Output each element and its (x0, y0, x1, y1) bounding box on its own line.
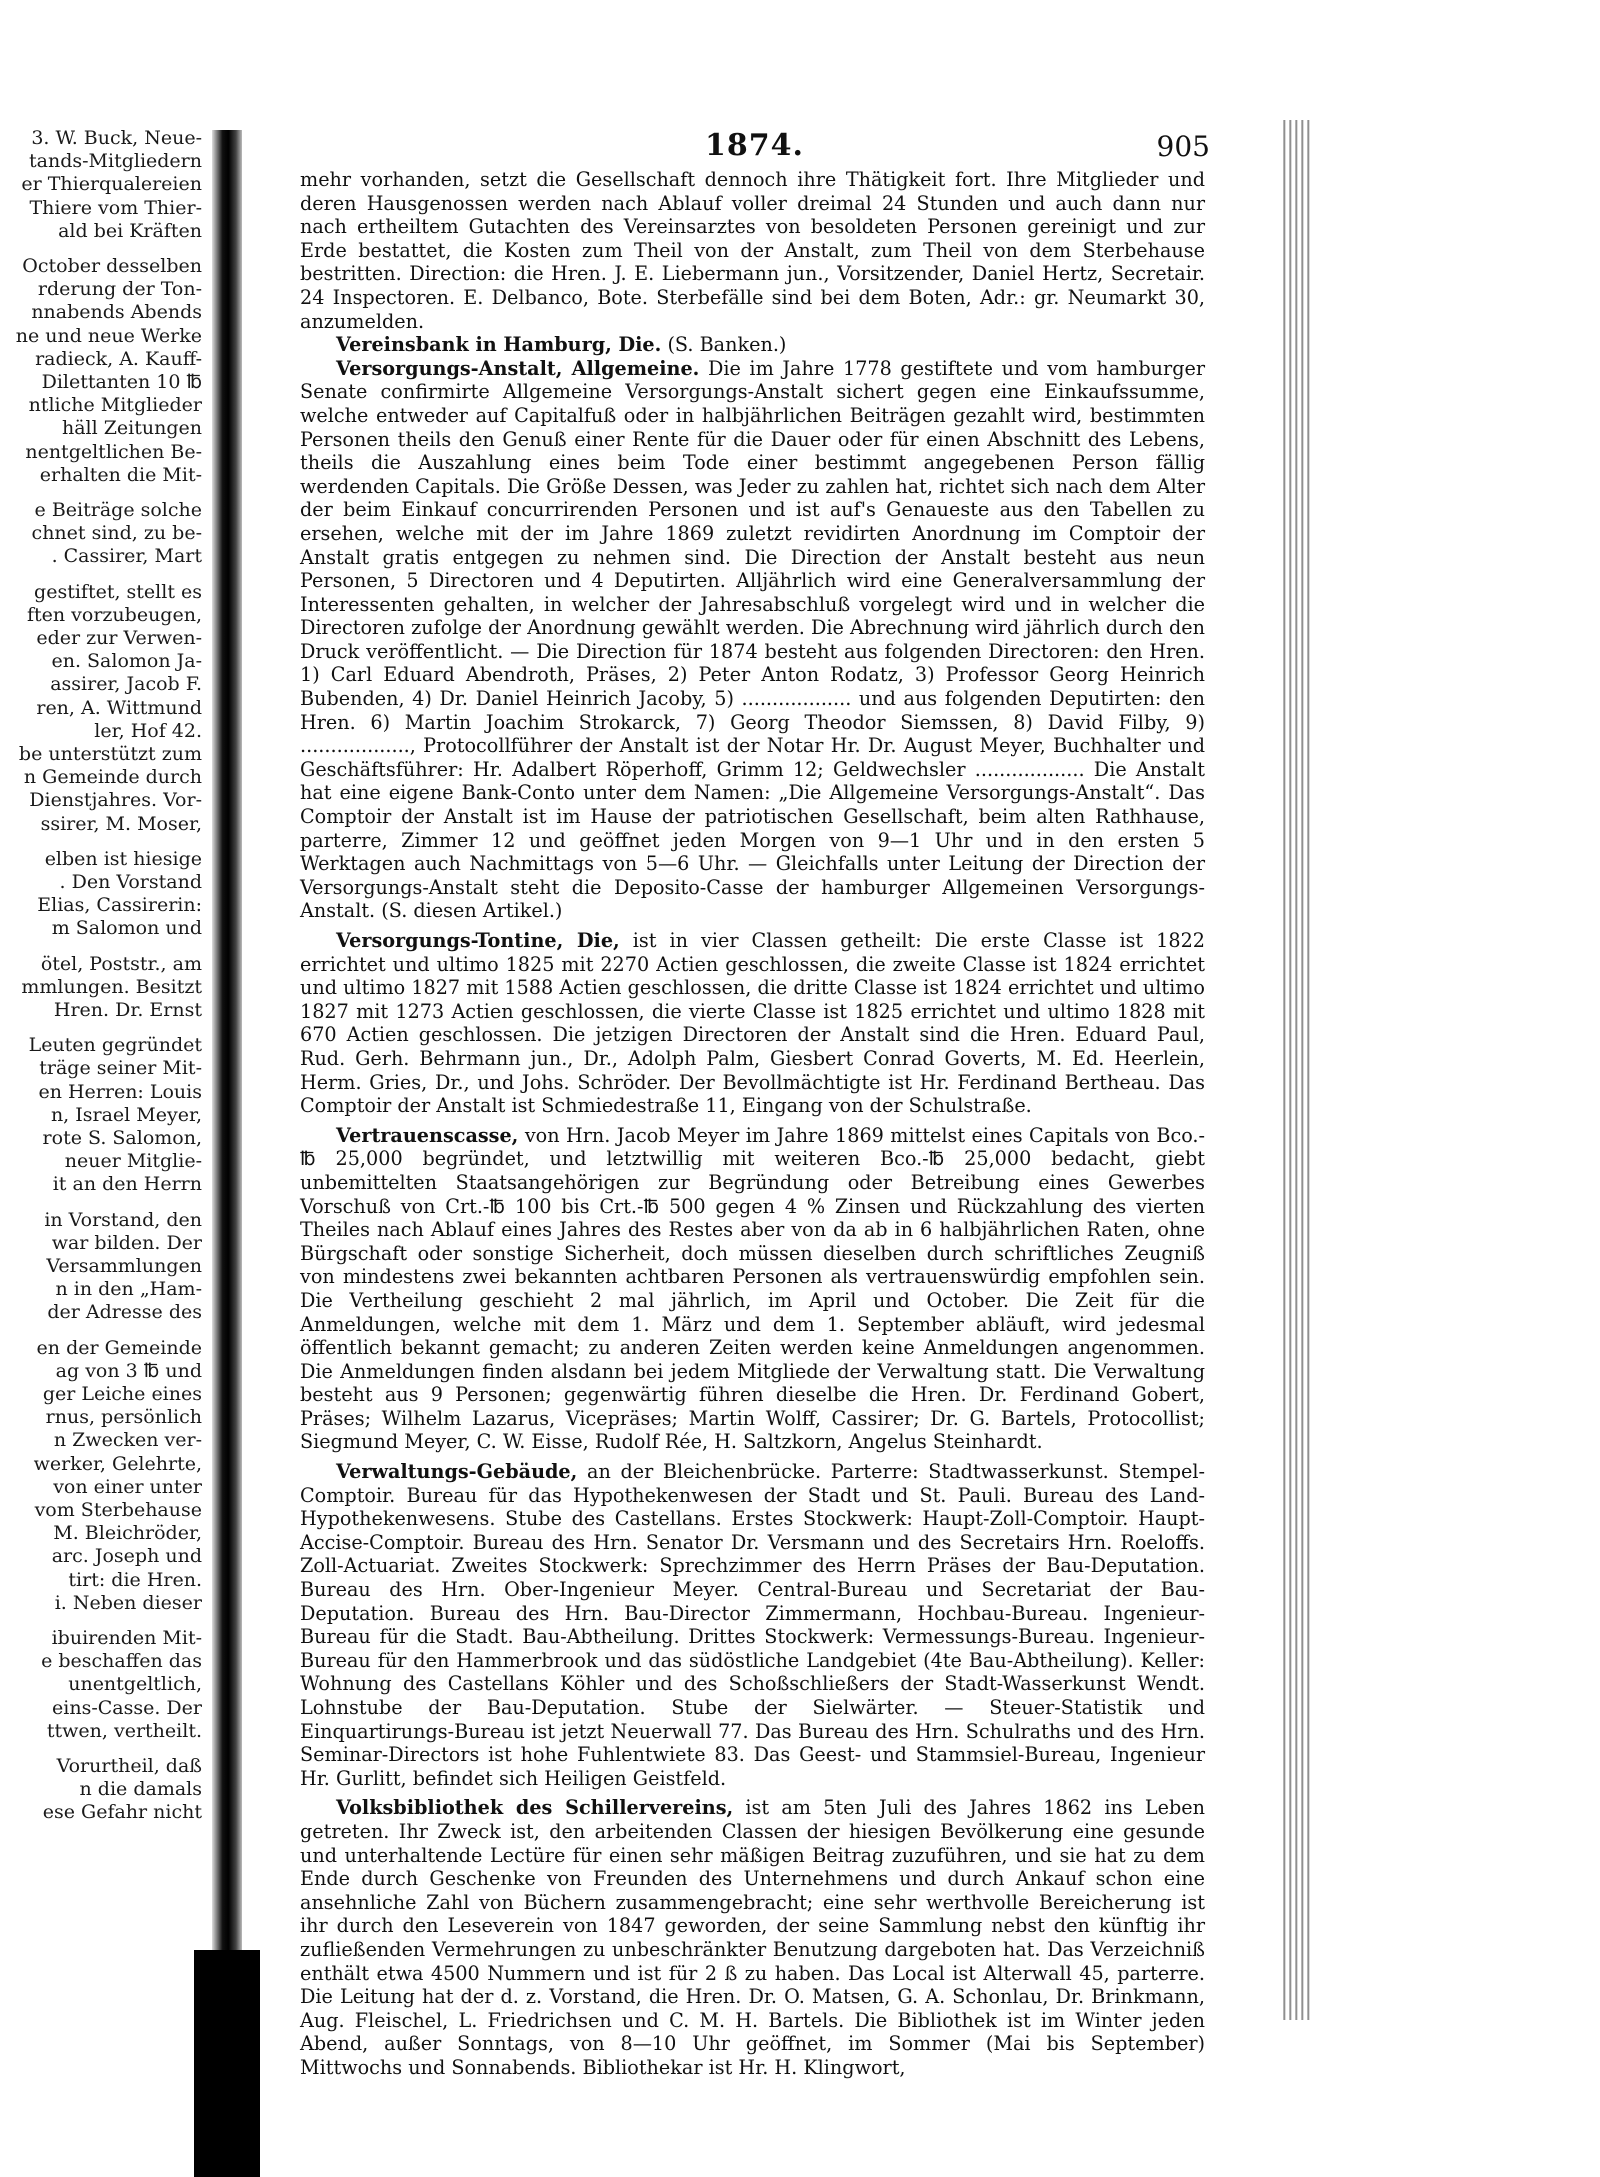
left-page-line: ese Gefahr nicht (42, 1801, 202, 1824)
left-page-line: ren, A. Wittmund (36, 696, 202, 719)
left-page-line: vom Sterbehause (34, 1499, 202, 1521)
left-page-line: ttwen, vertheilt. (46, 1719, 202, 1742)
left-page-line: ötel, Poststr., am (40, 952, 202, 975)
left-page-line: ne und neue Werke (15, 324, 202, 347)
left-page-line: e beschaffen das (41, 1650, 202, 1673)
left-page-line: ler, Hof 42. (94, 719, 202, 742)
left-page-line: rote S. Salomon, (42, 1127, 202, 1149)
page-year: 1874. (705, 128, 804, 163)
entry-vertrauenscasse (300, 1124, 1205, 1454)
left-page-line: Hren. Dr. Ernst (53, 999, 202, 1021)
left-page-line: nnabends Abends (31, 301, 202, 324)
entry-title: Versorgungs-Tontine, Die, (336, 929, 620, 952)
left-page-line: von einer unter (53, 1475, 202, 1498)
left-page-line: eder zur Verwen- (36, 627, 202, 649)
entry-text: ist am 5ten Juli des Jahres 1862 ins Leben getreten. Ihr Zweck ist, den arbeitenden Classen der hiesigen Bevölkerung eine gesunde und unterhaltende Lectüre für einen sehr mäßigen Beitrag zuzuführen, und sie hat zu dem Ende durch Geschenke von Freunden des Unternehmens und durch Ankauf schon eine ansehnliche Zahl von Büchern zusammengebracht; eine sehr werthvolle Bereicherung ist ihr durch den Leseverein von 1847 geworden, der seine Sammlung nebst den künftig ihr zufließenden Vermehrungen zu unbeschränkter Benutzung dargeboten hat. Das Verzeichniß enthält etwa 4500 Nummern und ist für 2 ß zu haben. Das Local ist Alterwall 45, parterre. Die Leitung hat der d. z. Vorstand, die Hren. Dr. O. Matsen, G. A. Schonlau, Dr. Brinkmann, Aug. Fleischel, L. Friedrichsen und C. M. H. Bartels. Die Bibliothek ist im Winter jeden Abend, außer Sonntags, von 8—10 Uhr geöffnet, im Sommer (Mai bis September) Mittwochs und Sonnabends. Bibliothekar ist Hr. H. Klingwort, (300, 1796, 1205, 2079)
entry-text: an der Bleichenbrücke. Parterre: Stadtwasserkunst. Stempel-Comptoir. Bureau für das Hypothekenwesen der Stadt und St. Pauli. Bureau des Land-Hypothekenwesens. Stube des Castellans. Erstes Stockwerk: Haupt-Zoll-Comptoir. Haupt-Accise-Comptoir. Bureau des Hrn. Senator Dr. Versmann und des Secretairs Hrn. Roeloffs. Zoll-Actuariat. Zweites Stockwerk: Sprechzimmer des Herrn Präses der Bau-Deputation. Bureau des Hrn. Ober-Ingenieur Meyer. Central-Bureau und Secretariat der Bau-Deputation. Bureau des Hrn. Bau-Director Zimmermann, Hochbau-Bureau. Ingenieur-Bureau für die Stadt. Bau-Abtheilung. Drittes Stockwerk: Vermessungs-Bureau. Ingenieur-Bureau für den Hammerbrook und das südöstliche Landgebiet (4te Bau-Abtheilung). Keller: Wohnung des Castellans Köhler und des Schoßschließers der Stadt-Wasserkunst Wendt. Lohnstube der Bau-Deputation. Stube der Sielwärter. — Steuer-Statistik und Einquartirungs-Bureau ist jetzt Neuerwall 77. Das Bureau des Hrn. Schulraths und des Hrn. Seminar-Directors ist hohe Fuhlentwiete 83. Das Geest- und Stammsiel-Bureau, Ingenieur Hr. Gurlitt, befindet sich Heiligen Geistfeld. (300, 1460, 1205, 1790)
left-page-line: Thiere vom Thier- (29, 196, 202, 219)
left-page-line: in Vorstand, den (44, 1208, 202, 1231)
page-number: 905 (1156, 130, 1210, 163)
left-page-line: ag von 3 ℔ und (55, 1359, 202, 1382)
left-page-line: tirt: die Hren. (68, 1568, 202, 1591)
left-page-line: ntliche Mitglieder (28, 394, 202, 417)
left-page-line: m Salomon und (51, 917, 202, 940)
left-page-line: träge seiner Mit- (39, 1057, 202, 1080)
left-page-line: elben ist hiesige (44, 847, 202, 870)
left-page-line: Leuten gegründet (28, 1034, 202, 1057)
left-page-line: Dilettanten 10 ℔ (41, 371, 202, 393)
left-page-line: October desselben (22, 255, 202, 277)
entry-title: Volksbibliothek des Schillervereins, (336, 1796, 734, 1820)
left-page-line: en Herren: Louis (38, 1080, 202, 1103)
left-page-line: n, Israel Meyer, (50, 1103, 202, 1126)
left-page-line: en der Gemeinde (36, 1336, 202, 1359)
left-page-line: . Den Vorstand (59, 871, 202, 893)
page-edge (1280, 120, 1310, 2020)
entry-title: Vereinsbank in Hamburg, Die. (336, 333, 662, 357)
book-gutter (212, 130, 242, 2085)
left-page-line: Versammlungen (46, 1255, 202, 1277)
left-page-line: rderung der Ton- (37, 278, 202, 301)
left-page-line: er Thierqualereien (21, 173, 202, 196)
left-page-line: ald bei Kräften (58, 219, 202, 242)
entry-continuation (300, 168, 1205, 333)
page-header (300, 128, 1210, 168)
left-page-line: en. Salomon Ja- (51, 650, 202, 673)
left-page-line: Vorurtheil, daß (56, 1755, 202, 1777)
entry-text: von Hrn. Jacob Meyer im Jahre 1869 mittelst eines Capitals von Bco.-℔ 25,000 begründet, und letztwillig mit weiteren Bco.-℔ 25,000 bedacht, giebt unbemittelten Staatsangehörigen zur Begründung oder Betreibung eines Gewerbes Vorschuß von Crt.-℔ 100 bis Crt.-℔ 500 gegen 4 % Zinsen und Rückzahlung des vierten Theiles nach Ablauf eines Jahres des Restes aber von da ab in 6 halbjährlichen Raten, ohne Bürgschaft oder sonstige Sicherheit, doch müssen dieselben durch schriftliches Zeugniß von mindestens zwei bekannten achtbaren Personen als vertrauenswürdig empfohlen sein. Die Vertheilung geschieht 2 mal jährlich, im April und October. Die Zeit für die Anmeldungen, welche mit dem 1. März und dem 1. September abläuft, wird jedesmal öffentlich bekannt gemacht; zu anderen Zeiten werden keine Anmeldungen angenommen. Die Anmeldungen finden alsdann bei jedem Mitgliede der Verwaltung statt. Die Verwaltung besteht aus 9 Personen; gegenwärtig führen dieselbe die Hren. Dr. Ferdinand Gobert, Präses; Wilhelm Lazarus, Vicepräses; Martin Wolff, Cassirer; Dr. G. Bartels, Protocollist; Siegmund Meyer, C. W. Eisse, Rudolf Rée, H. Saltzkorn, Angelus Steinhardt. (300, 1123, 1205, 1454)
left-page-line: mmlungen. Besitzt (21, 975, 202, 998)
left-page-line: e Beiträge solche (34, 499, 202, 521)
left-page-line: ften vorzubeugen, (26, 603, 202, 626)
left-page-line: nentgeltlichen Be- (25, 440, 202, 463)
entry-text: mehr vorhanden, setzt die Gesellschaft dennoch ihre Thätigkeit fort. Ihre Mitglieder und deren Hausgenossen werden nach Ablauf voller dreimal 24 Stunden und auch dann nur nach ertheiltem Gutachten des Vereinsarztes von besoldeten Personen gereinigt und zur Erde bestattet, die Kosten zum Theil von der Anstalt, zum Theil von dem Sterbehause bestritten. Direction: die Hren. J. E. Liebermann jun., Vorsitzender, Daniel Hertz, Secretair. 24 Inspectoren. E. Delbanco, Bote. Sterbefälle sind bei dem Boten, Adr.: gr. Neumarkt 30, anzumelden. (300, 168, 1205, 333)
entry-versorgungs-tontine (300, 929, 1205, 1118)
left-page-line: it an den Herrn (52, 1173, 202, 1196)
entry-volksbibliothek (300, 1796, 1205, 2079)
left-page-line: eins-Casse. Der (52, 1696, 202, 1719)
left-page-line: 3. W. Buck, Neue- (31, 128, 202, 149)
entry-title: Versorgungs-Anstalt, Allgemeine. (336, 356, 700, 380)
left-page-line: ger Leiche eines (42, 1383, 202, 1405)
left-page-line: gestiftet, stellt es (34, 580, 202, 603)
left-page-line: häll Zeitungen (61, 417, 202, 440)
left-page-line: be unterstützt zum (18, 743, 202, 765)
left-page-line: i. Neben dieser (54, 1591, 202, 1614)
left-page-line: n in den „Ham- (55, 1278, 202, 1301)
left-page-line: war bilden. Der (51, 1231, 202, 1254)
left-page-line: neuer Mitglie- (64, 1150, 202, 1173)
left-page-line: tands-Mitgliedern (29, 150, 202, 173)
entry-title: Vertrauenscasse, (336, 1123, 519, 1147)
book-gutter-shadow (194, 1950, 260, 2177)
left-page-line: chnet sind, zu be- (31, 522, 202, 545)
left-page-line: ibuirenden Mit- (51, 1627, 202, 1649)
book-page (300, 128, 1210, 2080)
left-page-line: unentgeltlich, (68, 1673, 202, 1696)
left-page-line: werker, Gelehrte, (33, 1452, 202, 1475)
left-page-line: assirer, Jacob F. (50, 673, 202, 696)
left-page-line: radieck, A. Kauff- (35, 347, 202, 370)
entry-verwaltungs-gebaeude (300, 1460, 1205, 1790)
entry-title: Verwaltungs-Gebäude, (336, 1460, 578, 1484)
entry-versorgungs-anstalt (300, 357, 1205, 923)
left-page-line: Elias, Cassirerin: (37, 894, 202, 917)
left-page-line: M. Bleichröder, (53, 1522, 202, 1545)
entry-text: (S. Banken.) (667, 333, 787, 357)
left-page-line: . Cassirer, Mart (51, 545, 202, 568)
left-page-line: der Adresse des (47, 1301, 202, 1324)
left-page-line: n Zwecken ver- (53, 1429, 202, 1452)
entry-text: Die im Jahre 1778 gestiftete und vom hamburger Senate confirmirte Allgemeine Versorgungs-Anstalt sichert gegen eine Einkaufssumme, welche entweder auf Capitalfuß oder in halbjährlichen Beiträgen gezahlt wird, bestimmten Personen theils den Genuß einer Rente für die Dauer oder für einen Abschnitt des Lebens, theils die Auszahlung eines beim Tode einer bestimmt angegebenen Person fällig werdenden Capitals. Die Größe Dessen, was Jeder zu zahlen hat, richtet sich nach dem Alter der beim Einkauf concurrirenden Personen und ist auf's Genaueste aus den Tabellen zu ersehen, welche mit der im Jahre 1869 zuletzt revidirten Anordnung im Comptoir der Anstalt gratis entgegen zu nehmen sind. Die Direction der Anstalt besteht aus neun Personen, 5 Directoren und 4 Deputirten. Alljährlich wird eine Generalversammlung der Interessenten gehalten, in welcher der Jahresabschluß vorgelegt wird und in welcher die Directoren zufolge der Anordnung gewählt werden. Die Abrechnung wird jährlich durch den Druck veröffentlicht. — Die Direction für 1874 besteht aus folgenden Directoren: den Hren. 1) Carl Eduard Abendroth, Präses, 2) Peter Anton Rodatz, 3) Professor Georg Heinrich Bubenden, 4) Dr. Daniel Heinrich Jacoby, 5) .................. und aus folgenden Deputirten: den Hren. 6) Martin Joachim Strokarck, 7) Georg Theodor Siemssen, 8) David Filby, 9) .................., Protocollführer der Anstalt ist der Notar Hr. Dr. August Meyer, Buchhalter und Geschäftsführer: Hr. Adalbert Röperhoff, Grimm 12; Geldwechsler .................. Die Anstalt hat eine eigene Bank-Conto unter dem Namen: „Die Allgemeine Versorgungs-Anstalt“. Das Comptoir der Anstalt ist im Hause der patriotischen Gesellschaft, beim alten Rathhause, parterre, Zimmer 12 und geöffnet jeden Morgen von 9—1 Uhr und in den ersten 5 Werktagen auch Nachmittags von 5—6 Uhr. — Gleichfalls unter Leitung der Direction der Versorgungs-Anstalt steht die Deposito-Casse der hamburger Allgemeinen Versorgungs-Anstalt. (S. diesen Artikel.) (300, 356, 1205, 923)
left-page-line: arc. Joseph und (51, 1545, 202, 1568)
left-page-line: Dienstjahres. Vor- (29, 789, 202, 812)
entry-text: ist in vier Classen getheilt: Die erste Classe ist 1822 errichtet und ultimo 1825 mit 2270 Actien geschlossen, die zweite Classe ist 1824 errichtet und ultimo 1827 mit 1588 Actien geschlossen, die dritte Classe ist 1824 errichtet und ultimo 1827 mit 1273 Actien geschlossen, die vierte Classe ist 1825 errichtet und ultimo 1828 mit 670 Actien geschlossen. Die jetzigen Directoren der Anstalt sind die Hren. Eduard Paul, Rud. Gerh. Behrmann jun., Dr., Adolph Palm, Giesbert Conrad Goverts, M. Ed. Heerlein, Herm. Gries, Dr., und Johs. Schröder. Der Bevollmächtigte ist Hr. Ferdinand Bertheau. Das Comptoir der Anstalt ist Schmiedestraße 11, Eingang von der Schulstraße. (300, 929, 1206, 1118)
left-page-line: rnus, persönlich (45, 1406, 202, 1429)
left-page-line: n Gemeinde durch (23, 766, 202, 789)
entry-vereinsbank (300, 333, 1205, 357)
left-page-line: ssirer, M. Moser, (40, 812, 202, 835)
left-page-line: n die damals (79, 1778, 202, 1801)
left-facing-page-fragment (0, 128, 210, 2018)
left-page-line: erhalten die Mit- (39, 463, 202, 486)
